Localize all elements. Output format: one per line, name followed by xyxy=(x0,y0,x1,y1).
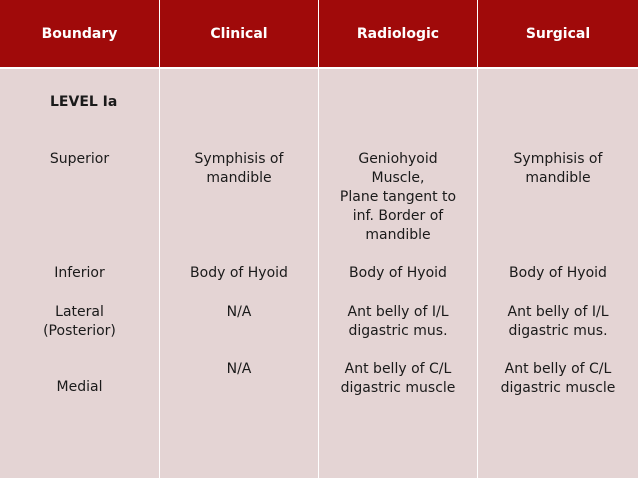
cell-line: Symphisis of xyxy=(513,151,603,167)
row-medial-clinical xyxy=(160,360,318,379)
cell-line: Ant belly of I/L xyxy=(507,304,609,320)
row-medial-surgical xyxy=(478,360,638,398)
header-surgical: Surgical xyxy=(525,26,591,42)
cell-line: Symphisis of xyxy=(194,151,284,167)
table-header xyxy=(0,0,638,68)
header-boundary: Boundary xyxy=(41,26,118,42)
row-medial-radiologic xyxy=(319,360,477,398)
row-lateral-radiologic xyxy=(319,303,477,341)
row-superior-clinical xyxy=(160,150,318,188)
cell-line: Medial xyxy=(56,379,103,395)
cell-line: digastric mus. xyxy=(348,323,448,339)
row-lateral-clinical xyxy=(160,303,318,322)
cell-line: Geniohyoid xyxy=(358,151,438,167)
row-superior-boundary xyxy=(0,150,159,169)
header-divider xyxy=(0,67,638,69)
cell-line: Ant belly of C/L xyxy=(504,361,612,377)
cell-line: digastric muscle xyxy=(340,380,456,396)
cell-line: mandible xyxy=(525,170,591,186)
row-superior-radiologic xyxy=(319,150,477,245)
cell-line: Body of Hyoid xyxy=(349,265,447,281)
row-lateral-surgical xyxy=(478,303,638,341)
row-superior-surgical xyxy=(478,150,638,188)
row-medial-boundary xyxy=(0,378,159,397)
header-clinical: Clinical xyxy=(210,26,268,42)
row-inferior-boundary xyxy=(0,264,159,283)
cell-line: mandible xyxy=(365,227,431,243)
cell-line: Body of Hyoid xyxy=(509,265,607,281)
cell-line: Ant belly of C/L xyxy=(344,361,452,377)
row-inferior-surgical xyxy=(478,264,638,283)
cell-line: Body of Hyoid xyxy=(190,265,288,281)
cell-line: digastric mus. xyxy=(508,323,608,339)
row-lateral-boundary xyxy=(0,303,159,341)
cell-line: mandible xyxy=(206,170,272,186)
column-divider xyxy=(159,0,160,478)
cell-line: N/A xyxy=(226,361,252,377)
cell-line: Muscle, xyxy=(371,170,425,186)
level-label: LEVEL Ia xyxy=(50,94,118,110)
cell-line: Ant belly of I/L xyxy=(347,304,449,320)
cell-line: Lateral xyxy=(55,304,104,320)
column-divider xyxy=(477,0,478,478)
cell-line: digastric muscle xyxy=(500,380,616,396)
cell-line: N/A xyxy=(226,304,252,320)
row-inferior-radiologic xyxy=(319,264,477,283)
cell-line: Inferior xyxy=(54,265,105,281)
cell-line: Plane tangent to xyxy=(339,189,457,205)
row-inferior-clinical xyxy=(160,264,318,283)
cell-line: Superior xyxy=(49,151,110,167)
cell-line: inf. Border of xyxy=(352,208,444,224)
header-radiologic: Radiologic xyxy=(356,26,440,42)
cell-line: (Posterior) xyxy=(43,323,116,339)
